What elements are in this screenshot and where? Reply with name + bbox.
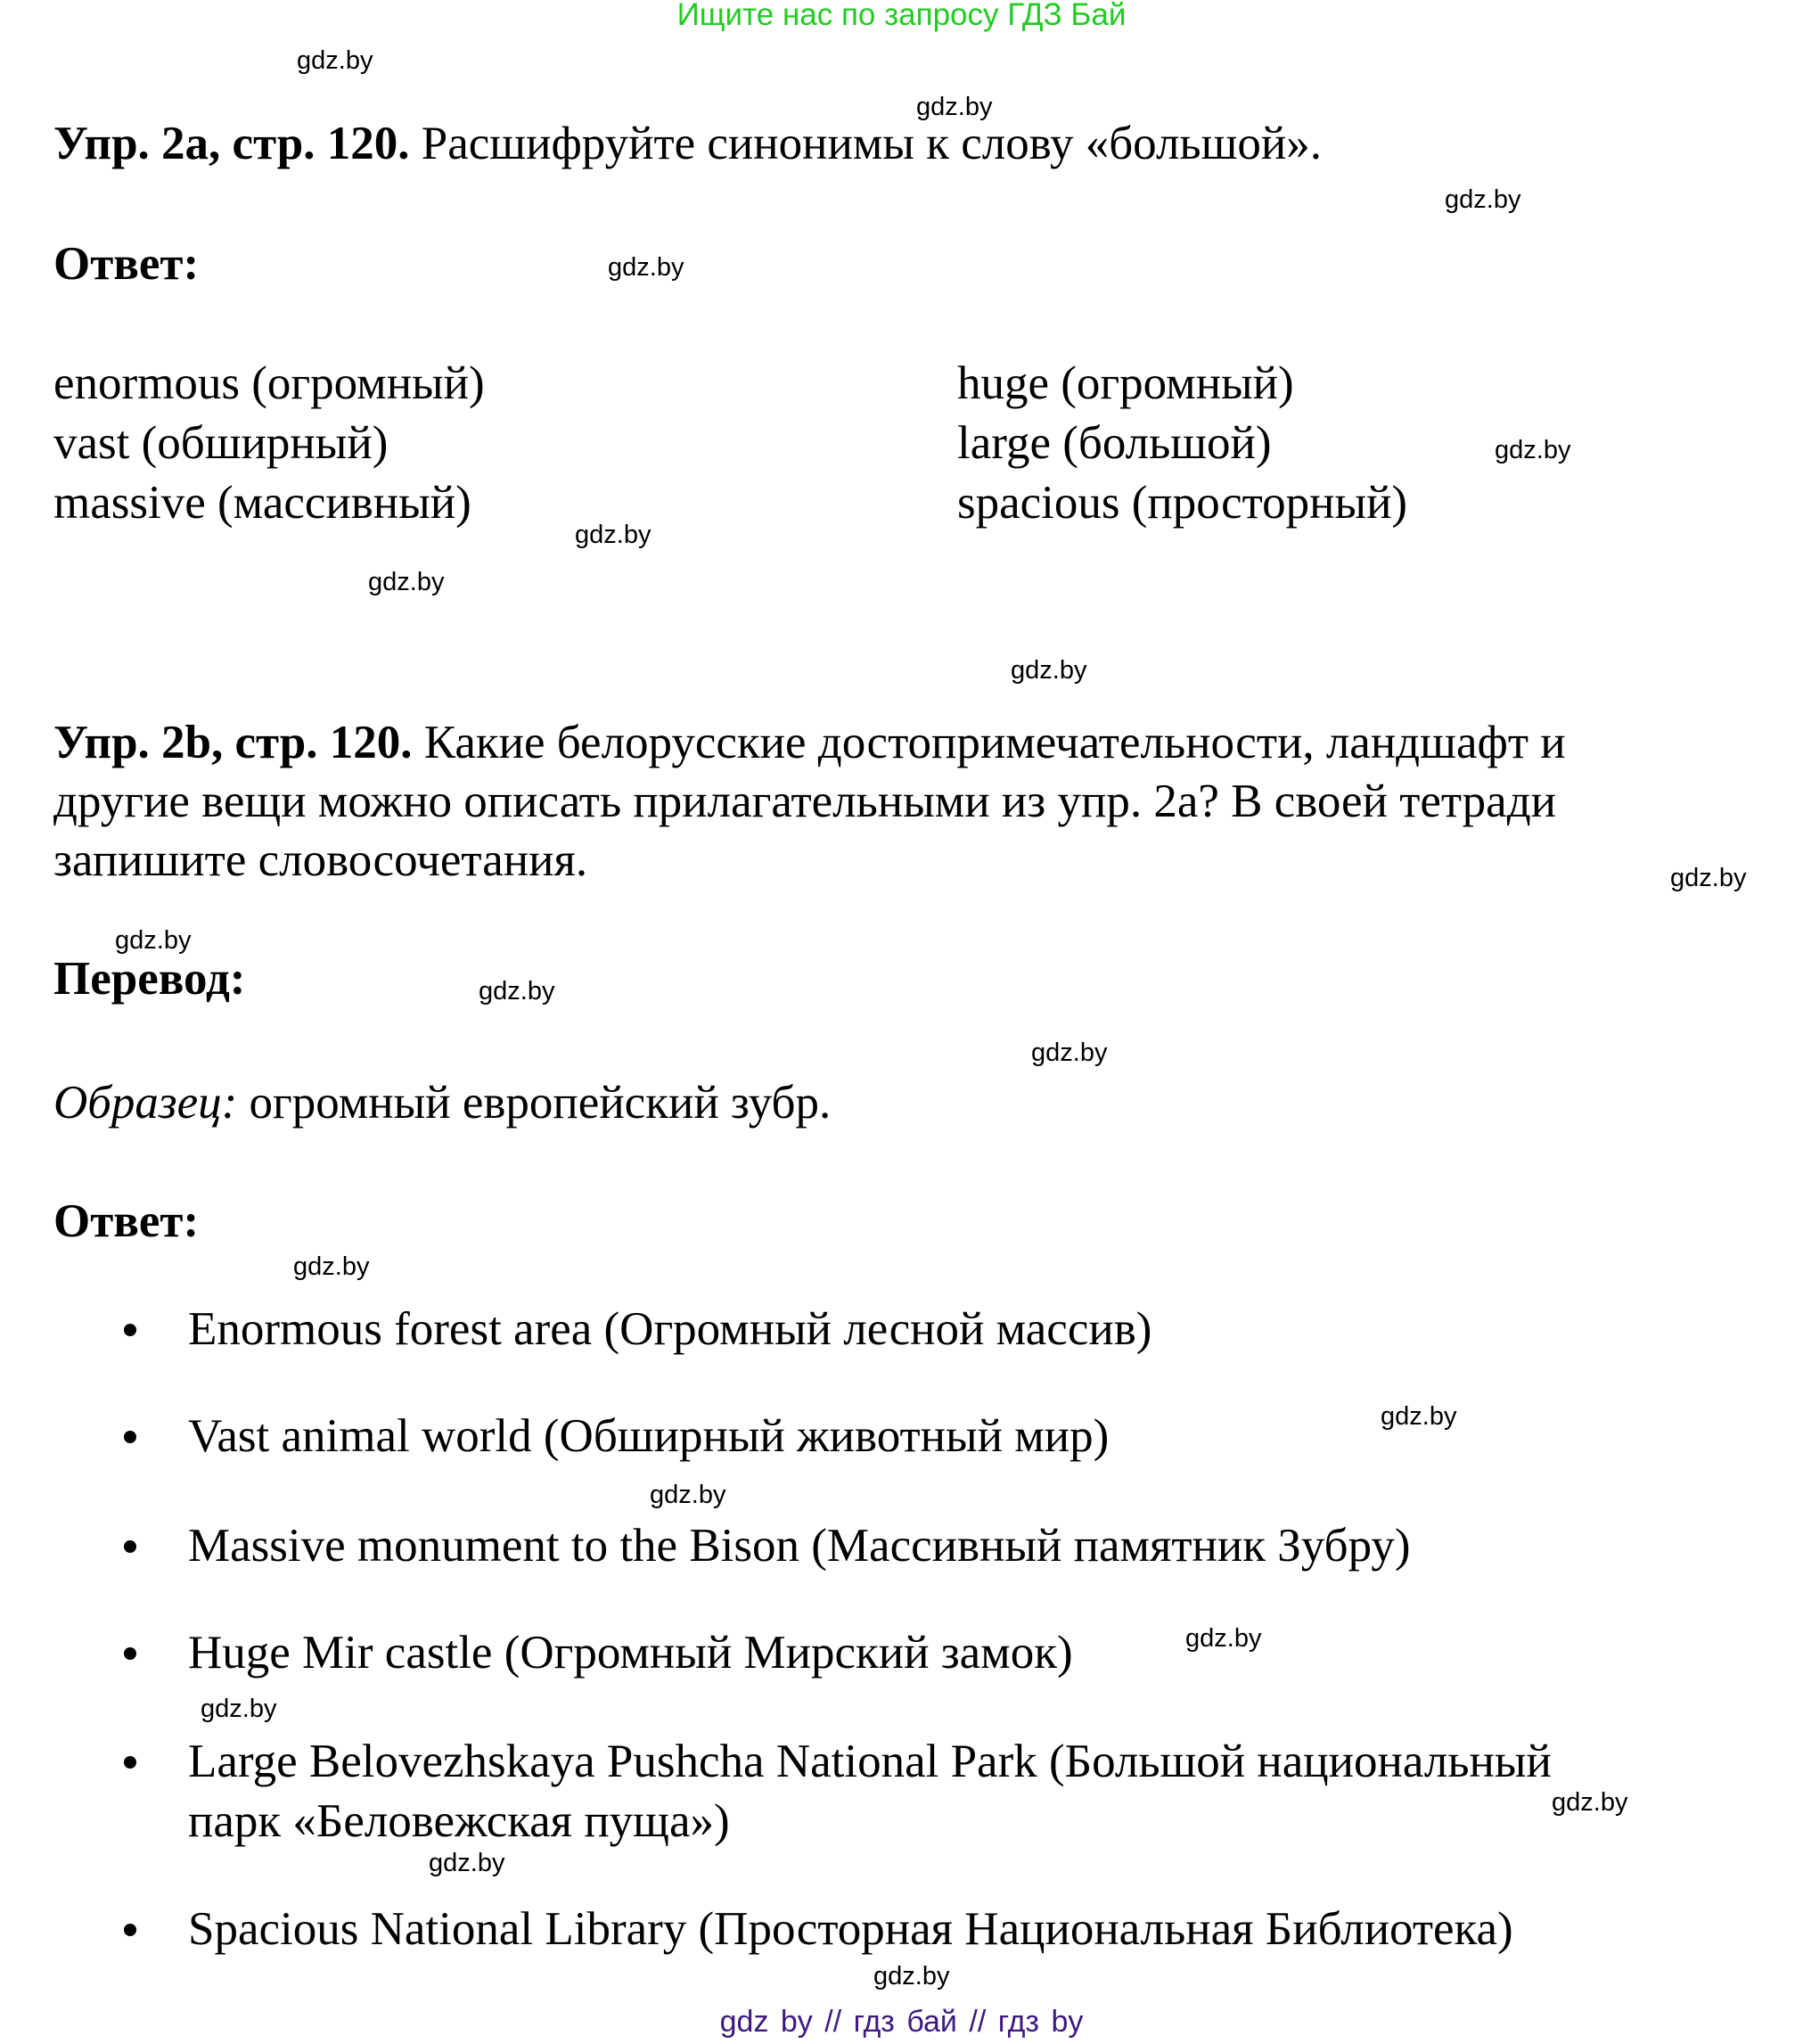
watermark: gdz.by — [1011, 656, 1087, 685]
watermark: gdz.by — [1495, 436, 1571, 464]
bullet-icon — [124, 1647, 136, 1660]
bullet-icon — [124, 1431, 136, 1443]
footer-links[interactable]: gdz by // гдз бай // гдз by — [719, 2005, 1084, 2039]
synonym-left-1: enormous (огромный) — [53, 357, 485, 409]
watermark: gdz.by — [1185, 1624, 1262, 1653]
exercise-2a-answer-label: Ответ: — [53, 238, 200, 290]
exercise-2a-prompt: Расшифруйте синонимы к слову «большой». — [409, 118, 1323, 169]
answer-item-6: Spacious National Library (Просторная Национальная Библиотека) — [188, 1903, 1513, 1955]
watermark: gdz.by — [1381, 1402, 1457, 1431]
watermark: gdz.by — [115, 926, 192, 955]
bullet-icon — [124, 1324, 136, 1336]
sample-line — [53, 1073, 831, 1132]
bullet-icon — [124, 1756, 136, 1769]
watermark: gdz.by — [1552, 1788, 1628, 1817]
sample-text: огромный европейский зубр. — [237, 1077, 832, 1129]
exercise-2b-answer-label: Ответ: — [53, 1195, 200, 1247]
watermark: gdz.by — [1670, 864, 1747, 892]
watermark: gdz.by — [575, 521, 652, 549]
watermark: gdz.by — [608, 253, 684, 282]
watermark: gdz.by — [368, 568, 445, 596]
bullet-icon — [124, 1924, 136, 1936]
watermark: gdz.by — [1031, 1038, 1108, 1067]
watermark: gdz.by — [293, 1252, 370, 1281]
translation-label: Перевод: — [53, 953, 246, 1005]
watermark: gdz.by — [916, 93, 993, 121]
search-hint-banner: Ищите нас по запросу ГДЗ Бай — [676, 0, 1127, 32]
answer-item-5-line-1: Large Belovezhskaya Pushcha National Park (Большой национальный — [188, 1736, 1552, 1787]
exercise-2b-task-line-1 — [53, 713, 1566, 772]
exercise-2b-ref: Упр. 2b, стр. 120. — [53, 717, 413, 768]
exercise-2a-task — [53, 114, 1322, 173]
watermark: gdz.by — [1445, 185, 1521, 214]
synonym-right-1: huge (огромный) — [957, 357, 1294, 409]
answer-item-1: Enormous forest area (Огромный лесной массив) — [188, 1303, 1152, 1355]
watermark: gdz.by — [650, 1481, 726, 1509]
bullet-icon — [124, 1540, 136, 1553]
synonym-right-3: spacious (просторный) — [957, 477, 1408, 529]
watermark: gdz.by — [873, 1962, 950, 1991]
watermark: gdz.by — [201, 1695, 277, 1723]
answer-item-3: Massive monument to the Bison (Массивный памятник Зубру) — [188, 1520, 1411, 1572]
synonym-right-2: large (большой) — [957, 417, 1272, 469]
answer-item-4: Huge Mir castle (Огромный Мирский замок) — [188, 1627, 1073, 1679]
watermark: gdz.by — [297, 46, 373, 75]
synonym-left-2: vast (обширный) — [53, 417, 389, 469]
exercise-2b-prompt-1: Какие белорусские достопримечательности, ландшафт и — [412, 717, 1566, 768]
answer-item-2: Vast animal world (Обширный животный мир) — [188, 1410, 1110, 1462]
exercise-2b-task-line-3: запишите словосочетания. — [53, 834, 588, 886]
exercise-2b-task-line-2: другие вещи можно описать прилагательными из упр. 2a? В своей тетради — [53, 776, 1557, 827]
sample-label: Образец: — [53, 1077, 238, 1129]
watermark: gdz.by — [429, 1849, 505, 1877]
watermark: gdz.by — [479, 977, 555, 1006]
exercise-2a-ref: Упр. 2a, стр. 120. — [53, 118, 410, 169]
answer-item-5-line-2: парк «Беловежская пуща») — [188, 1795, 730, 1847]
synonym-left-3: massive (массивный) — [53, 477, 471, 529]
